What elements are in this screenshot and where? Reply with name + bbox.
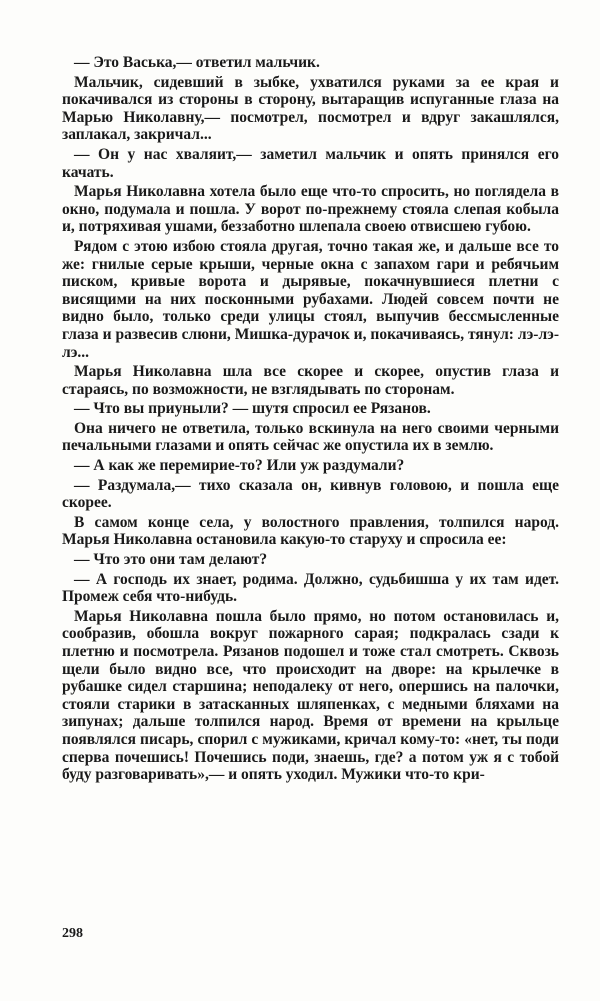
paragraph: — Что это они там делают? (74, 551, 268, 569)
page-number: 298 (62, 926, 83, 941)
paragraph: — А господь их знает, родима. Должно, судьбишша у их там идет. Промеж себя что-нибудь. (62, 570, 559, 606)
paragraph: Мальчик, сидевший в зыбке, ухватился руками за ее края и покачивался из стороны в сторону, вытаращив испуганные глаза на Марью Николавну,— посмотрел, посмотрел и вдруг закашлялся, заплакал, закричал... (62, 73, 559, 144)
paragraph: Она ничего не ответила, только вскинула на него своими черными печальными глазами и опять сейчас же опустила их в землю. (62, 419, 559, 455)
paragraph: В самом конце села, у волостного правления, толпился народ. Марья Николавна остановила какую-то старуху и спросила ее: (62, 513, 559, 549)
paragraph: — Это Васька,— ответил мальчик. (74, 54, 320, 71)
paragraph: Марья Николавна хотела было еще что-то спросить, но поглядела в окно, подумала и пошла. У ворот по-прежнему стояла слепая кобыла и, потряхивая ушами, беззаботно шлепала своею отвисшею губою. (62, 183, 559, 236)
paragraph: Марья Николавна пошла было прямо, но потом остановилась и, сообразив, обошла вокруг пожарного сарая; подкралась сзади к плетню и посмотрела. Рязанов подошел и тоже стал смотреть. Сквозь щели было видно все, что происходит на дворе: на крылечке в рубашке сидел старшина; неподалеку от него, опершись на палочки, стояли старики в затасканных шляпенках, с медными бляхами на зипунах; дальше толпился народ. Время от времени на крыльце появлялся писарь, спорил с мужиками, кричал кому-то: «нет, ты поди сперва почешись! Почешись поди, знаешь, где? а потом уж я с тобой буду разговаривать»,— и опять уходил. Мужики что-то кри- (62, 607, 559, 784)
paragraph: Рядом с этою избою стояла другая, точно такая же, и дальше все то же: гнилые серые крыши, черные окна с запахом гари и ребячьим писком, кривые ворота и дырявые, покачнувшиеся плетни с висящими на них посконными рубахами. Людей совсем почти не видно было, только среди улицы стоял, выпучив бессмысленные глаза и развесив слюни, Мишка-дурачок и, покачиваясь, тянул: лэ-лэ-лэ... (62, 237, 559, 361)
paragraph: Марья Николавна шла все скорее и скорее, опустив глаза и стараясь, по возможности, не взглядывать по сторонам. (62, 363, 559, 398)
body-text (62, 54, 559, 786)
paragraph: — Что вы приуныли? — шутя спросил ее Рязанов. (74, 400, 431, 418)
paragraph: — Он у нас хваляит,— заметил мальчик и опять принялся его качать. (62, 145, 559, 181)
paragraph: — Раздумала,— тихо сказала он, кивнув головою, и пошла еще скорее. (62, 476, 559, 512)
paragraph: — А как же перемирие-то? Или уж раздумали? (74, 457, 405, 475)
